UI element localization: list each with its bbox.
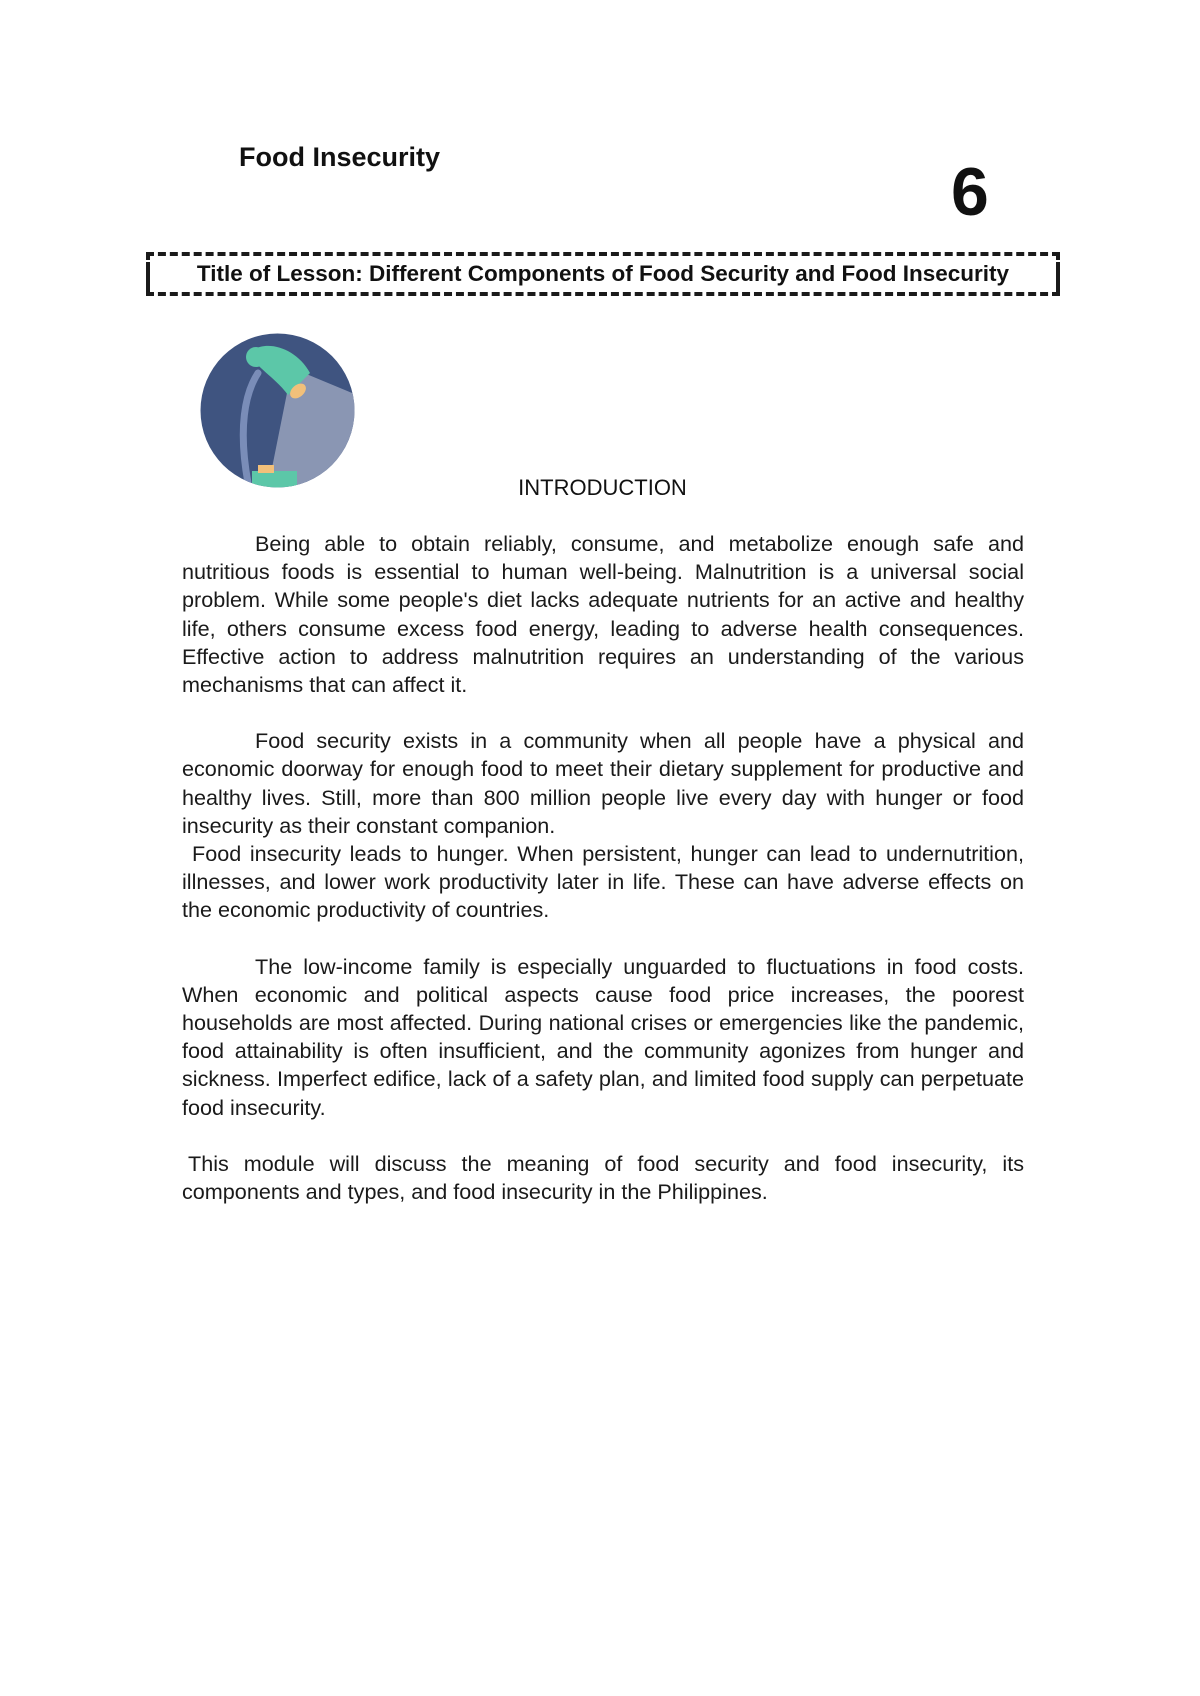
lesson-box-right-cap [1056, 262, 1060, 290]
paragraph-4: The low-income family is especially unguarded to fluctuations in food costs. When economic and political aspects cause food price increases, the poorest households are most affected. During national crises or emergencies like the pandemic, food attainability is often insufficient, and the community agonizes from hunger and sickness. Imperfect edifice, lack of a safety plan, and limited food supply can perpetuate food insecurity. [182, 953, 1024, 1120]
lesson-box-left-cap [146, 262, 150, 290]
lesson-title-box [146, 252, 1060, 296]
module-number: 6 [951, 154, 989, 230]
desk-lamp-icon [200, 333, 355, 488]
paragraph-3: Food insecurity leads to hunger. When persistent, hunger can lead to undernutrition, illnesses, and lower work productivity later in life. These can have adverse effects on the economic productivity of countries. [182, 841, 1024, 923]
module-title: Food Insecurity [239, 142, 441, 172]
introduction-heading-text: INTRODUCTION [518, 475, 687, 500]
paragraph-1: Being able to obtain reliably, consume, and metabolize enough safe and nutritious foods is essential to human well-being. Malnutrition is a universal social problem. While some people's diet lacks adequate nutrients for an active and healthy life, others consume excess food energy, leading to adverse health consequences. Effective action to address malnutrition requires an understanding of the various mechanisms that can affect it. [182, 531, 1024, 698]
introduction-body [182, 530, 1024, 1206]
paragraph-2: Food security exists in a community when all people have a physical and economic doorway for enough food to meet their dietary supplement for productive and healthy lives. Still, more than 800 million people live every day with hunger or food insecurity as their constant companion. [182, 728, 1024, 838]
lesson-title: Title of Lesson: Different Components of Food Security and Food Insecurity [196, 261, 1010, 286]
paragraph-5: This module will discuss the meaning of food security and food insecurity, its components and types, and food insecurity in the Philippines. [182, 1150, 1024, 1205]
introduction-heading [0, 475, 1200, 501]
